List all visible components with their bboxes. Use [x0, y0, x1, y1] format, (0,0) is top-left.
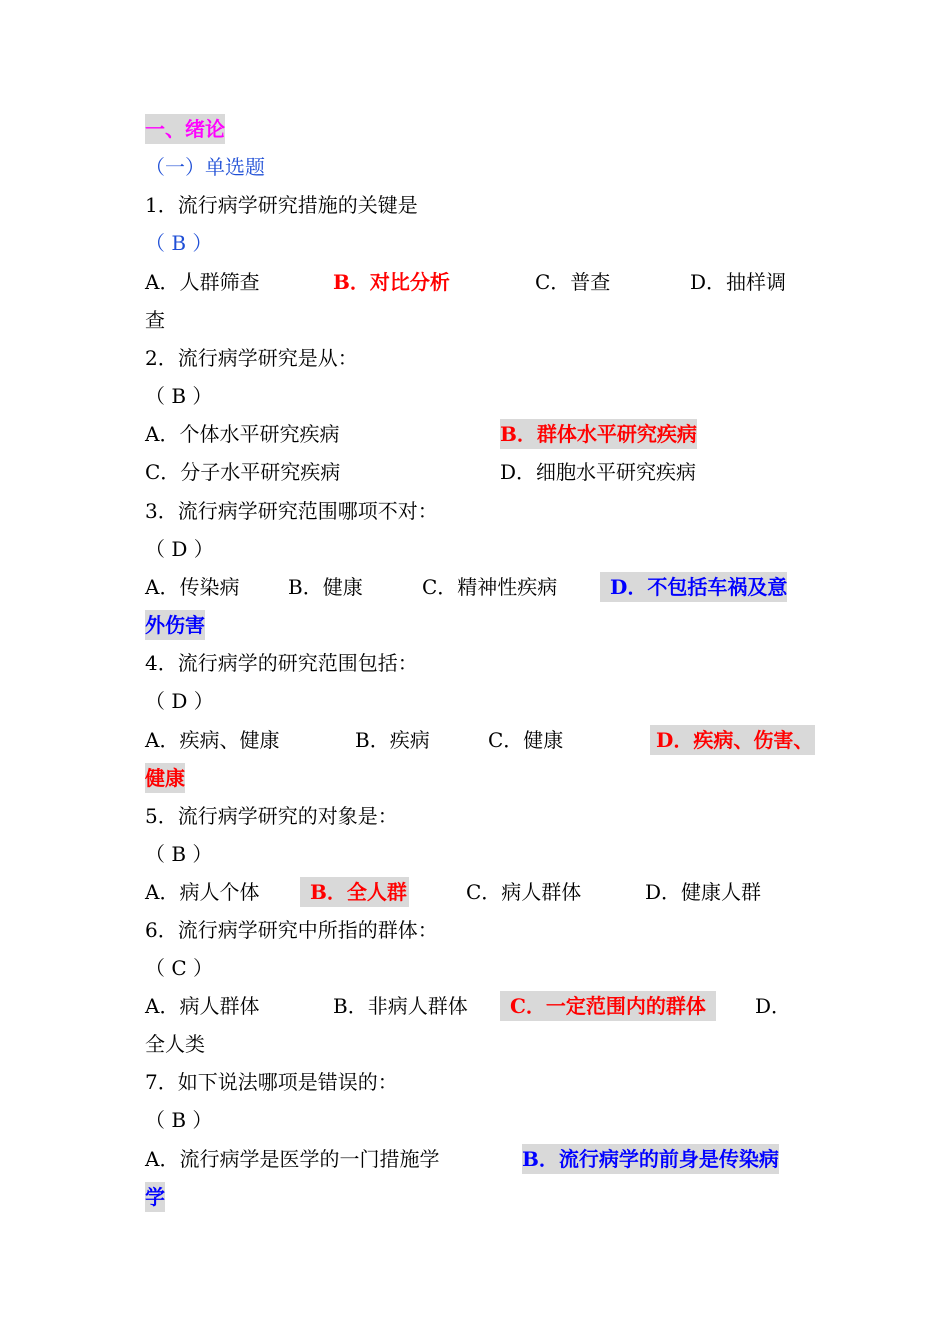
question-stem: 3．流行病学研究范围哪项不对：	[145, 499, 438, 523]
option-c: C．普查	[535, 270, 611, 294]
option-wrap-correct: 外伤害	[145, 610, 205, 640]
question-stem: 7．如下说法哪项是错误的：	[145, 1070, 398, 1094]
question-answer: （ D ）	[145, 689, 214, 713]
section-subtitle: （一）单选题	[145, 155, 265, 179]
option-c: C．健康	[488, 728, 564, 752]
option-d: D．健康人群	[645, 880, 762, 904]
question-stem: 4．流行病学的研究范围包括：	[145, 651, 418, 675]
option-c: C．分子水平研究疾病	[145, 460, 341, 484]
option-c: C．病人群体	[466, 880, 582, 904]
option-b-correct: B．流行病学的前身是传染病	[522, 1144, 779, 1174]
option-a: A．病人群体	[145, 994, 260, 1018]
option-d-correct: D．疾病、伤害、	[650, 725, 815, 755]
option-a: A．传染病	[145, 575, 240, 599]
option-wrap-correct: 学	[145, 1182, 165, 1212]
question-answer: （ B ）	[145, 231, 213, 255]
question-answer: （ B ）	[145, 384, 213, 408]
option-b-correct: B．群体水平研究疾病	[500, 419, 697, 449]
option-a: A．疾病、健康	[145, 728, 280, 752]
question-stem: 5．流行病学研究的对象是：	[145, 804, 398, 828]
question-answer: （ D ）	[145, 537, 214, 561]
option-b-correct: B．全人群	[300, 877, 409, 907]
question-stem: 2．流行病学研究是从：	[145, 346, 358, 370]
option-b-correct: B．对比分析	[333, 270, 450, 294]
option-b: B．疾病	[355, 728, 430, 752]
question-stem: 1．流行病学研究措施的关键是	[145, 193, 418, 217]
question-answer: （ C ）	[145, 956, 214, 980]
question-answer: （ B ）	[145, 1108, 213, 1132]
question-stem: 6．流行病学研究中所指的群体：	[145, 918, 438, 942]
option-wrap: 全人类	[145, 1032, 205, 1056]
option-b: B．非病人群体	[333, 994, 468, 1018]
question-answer: （ B ）	[145, 842, 213, 866]
option-a: A．病人个体	[145, 880, 260, 904]
option-b: B．健康	[288, 575, 363, 599]
option-d: D．抽样调	[690, 270, 787, 294]
option-c: C．精神性疾病	[422, 575, 558, 599]
option-d-correct: D．不包括车祸及意	[600, 572, 787, 602]
option-d: D．	[755, 994, 792, 1018]
option-a: A．流行病学是医学的一门措施学	[145, 1147, 440, 1171]
option-a: A．个体水平研究疾病	[145, 422, 340, 446]
option-wrap: 查	[145, 308, 165, 332]
option-wrap-correct: 健康	[145, 763, 185, 793]
option-c-correct: C．一定范围内的群体	[500, 991, 716, 1021]
section-title: 一、绪论	[145, 114, 225, 144]
option-a: A．人群筛查	[145, 270, 260, 294]
option-d: D．细胞水平研究疾病	[500, 460, 697, 484]
